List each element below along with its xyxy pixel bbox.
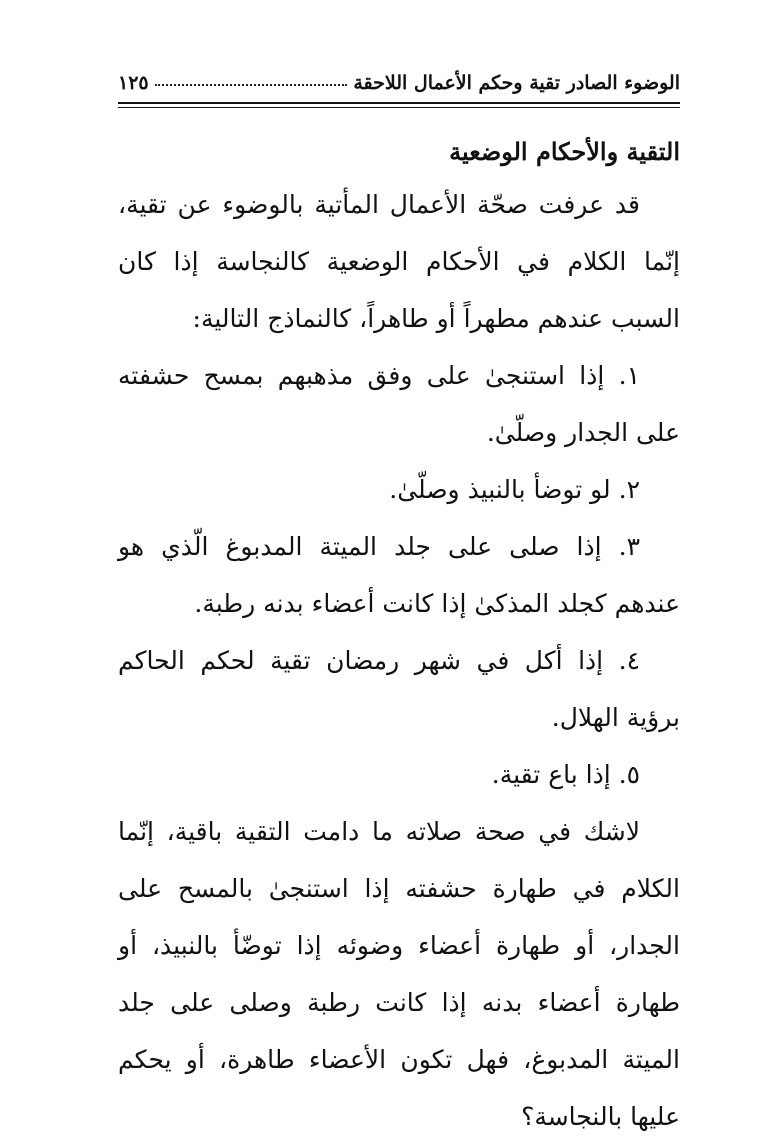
example-item-4: ٤. إذا أكل في شهر رمضان تقية لحكم الحاكم برؤية الهلال. [118,646,680,732]
dotted-leader [155,83,348,86]
running-header [118,58,680,94]
example-item-1: ١. إذا استنجىٰ على وفق مذهبهم بمسح حشفته على الجدار وصلّىٰ. [118,361,680,447]
example-item-2: ٢. لو توضأ بالنبيذ وصلّىٰ. [389,475,640,504]
conclusion-paragraph: لاشك في صحة صلاته ما دامت التقية باقية، إنّما الكلام في طهارة حشفته إذا استنجىٰ بالمسح على الجدار، أو طهارة أعضاء وضوئه إذا توضّأ بالنبيذ، أو طهارة أعضاء بدنه إذا كانت رطبة وصلى على جلد الميتة المدبوغ، فهل تكون الأعضاء طاهرة، أو يحكم عليها بالنجاسة؟ [118,817,680,1131]
section-heading: التقية والأحكام الوضعية [449,137,680,166]
example-item-3: ٣. إذا صلى على جلد الميتة المدبوغ الّذي هو عندهم كجلد المذكىٰ إذا كانت أعضاء بدنه رطبة. [118,532,680,618]
book-page [118,58,680,1145]
intro-paragraph: قد عرفت صحّة الأعمال المأتية بالوضوء عن تقية، إنّما الكلام في الأحكام الوضعية كالنجاسة إذا كان السبب عندهم مطهراً أو طاهراً، كالنماذج التالية: [118,190,680,333]
header-rule-thin [118,107,680,108]
header-rule [118,102,680,104]
page-number: ١٢٥ [118,72,149,94]
example-item-5: ٥. إذا باع تقية. [491,760,640,789]
running-title: الوضوء الصادر تقية وحكم الأعمال اللاحقة [353,72,680,94]
